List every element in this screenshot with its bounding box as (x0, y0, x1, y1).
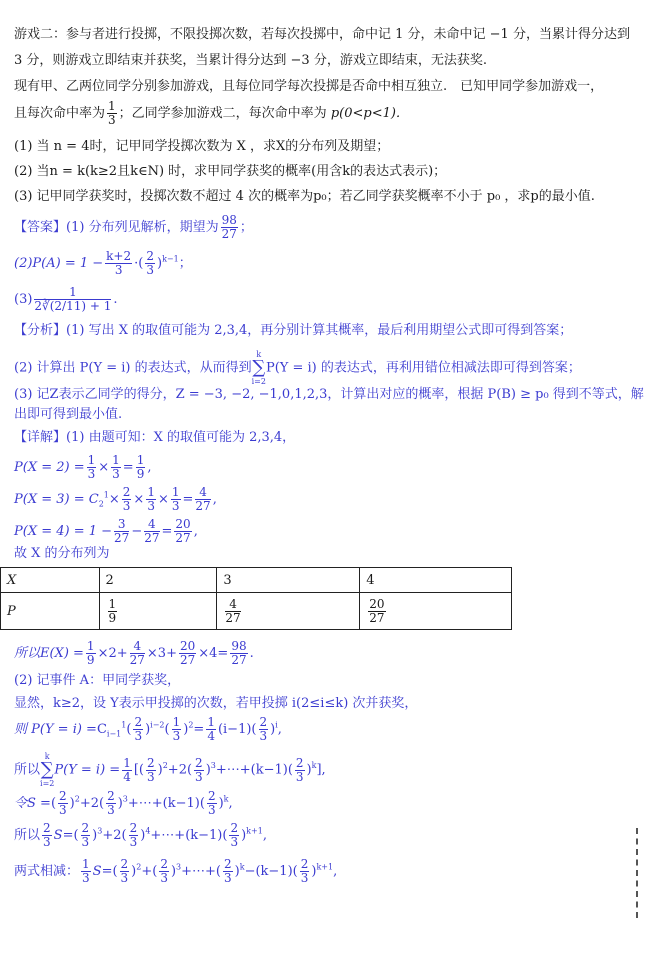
detail-1: 【详解】(1) 由题可知：X 的取值可能为 2,3,4， (14, 430, 296, 445)
detail-obvious: 显然，k≥2，设 Y表示甲投掷的次数，若甲投掷 i(2≤i≤k) 次并获奖， (14, 696, 418, 711)
table-header-x: X (1, 568, 100, 593)
distribution-table (0, 567, 512, 630)
table-cell: $\frac{4}{27}$ (217, 593, 360, 630)
detail-px2: P(X = 2) = $\frac{1}{3}$ × $\frac{1}{3}$ = $\frac{1}{9}$ , (14, 453, 152, 481)
question-1: (1) 当 n = 4时，记甲同学投掷次数为 X ，求X的分布列及期望； (14, 139, 390, 154)
table-cell: $\frac{20}{27}$ (360, 593, 512, 630)
detail-let-s: 令S =( $\frac{2}{3}$ )$^2$+2( $\frac{2}{3}$ )$^3$+⋯+(k−1)( $\frac{2}{3}$ )$^k$, (14, 789, 233, 817)
table-row (1, 568, 512, 593)
detail-px3: $P(X = 3) = C_2^1\times$ $\frac{2}{3}$ × $\frac{1}{3}$ × $\frac{1}{3}$ = $\frac{4}{27}$ , (14, 485, 217, 513)
analysis-4: 出即可得到最小值. (14, 407, 123, 422)
problem-game2-cont: 3 分，则游戏立即结束并获奖，当累计得分达到 −3 分，游戏立即结束，无法获奖. (14, 53, 487, 68)
detail-event-a: (2) 记事件 A：甲同学获奖， (14, 673, 181, 688)
page-edge-dashed-line (636, 828, 638, 918)
detail-sum: 所以 k ∑ i=2 P(Y = i) = $\frac{1}{4}$ [( $\frac{2}{3}$ )$^2$+2( $\frac{2}{3}$ )$^3$+⋯+(k−1)( $\frac{2}{3}$ )$^k$], (14, 752, 326, 788)
table-header-cell: 4 (360, 568, 512, 593)
detail-expectation: 所以E(X) = $\frac{1}{9}$ ×2+ $\frac{4}{27}$ ×3+ $\frac{20}{27}$ ×4= $\frac{98}{27}$ . (14, 639, 254, 667)
problem-setup1: 现有甲、乙两位同学分别参加游戏，且每位同学每次投掷是否命中相互独立. 已知甲同学参加游戏一， (14, 79, 604, 94)
detail-pyi: 则 $P(Y = i) =C_{i-1}^1$( $\frac{2}{3}$ )$^{i-2}$( $\frac{1}{3}$ )$^2$= $\frac{1}{4}$ (i−1)( $\frac{2}{3}$ )$^i$, (14, 715, 282, 743)
answer-1: 【答案】(1) 分布列见解析，期望为 $\frac{98}{27}$ ； (14, 213, 253, 241)
table-header-cell: 2 (99, 568, 217, 593)
table-cell: $\frac{1}{9}$ (99, 593, 217, 630)
analysis-3: (3) 记Z表示乙同学的得分，Z = −3, −2, −1,0,1,2,3，计算出对应的概率，根据 P(B) ≥ p₀ 得到不等式，解 (14, 387, 644, 402)
analysis-2: (2) 计算出 P(Y = i) 的表达式，从而得到 k ∑ i=2 P(Y = i) 的表达式，再利用错位相减法即可得到答案； (14, 350, 581, 386)
question-2: (2) 当n = k(k≥2且k∈N) 时，求甲同学获奖的概率(用含k的表达式表示)； (14, 164, 447, 179)
answer-2: (2)P(A) = 1 − $\frac{k+2}{3}$ ·( $\frac{2}{3}$ )$^{k-1}$； (14, 249, 192, 277)
table-row (1, 593, 512, 630)
analysis-1: 【分析】(1) 写出 X 的取值可能为 2,3,4，再分别计算其概率，最后利用期望公式即可得到答案； (14, 323, 573, 338)
detail-px4: P(X = 4) = 1 − $\frac{3}{27}$ − $\frac{4}{27}$ = $\frac{20}{27}$ , (14, 517, 198, 545)
detail-subtract: 两式相减： $\frac{1}{3}$ S=( $\frac{2}{3}$ )$^2$+( $\frac{2}{3}$ )$^3$+⋯+( $\frac{2}{3}$ )$^k$−(k−1)( $\frac{2}{3}$ )$^{k+1}$, (14, 857, 338, 885)
question-3: (3) 记甲同学获奖时，投掷次数不超过 4 次的概率为p₀；若乙同学获奖概率不小于 p₀ ，求p的最小值. (14, 189, 595, 204)
detail-two-thirds-s: 所以 $\frac{2}{3}$ S=( $\frac{2}{3}$ )$^3$+2( $\frac{2}{3}$ )$^4$+⋯+(k−1)( $\frac{2}{3}$ )$^{k+1}$, (14, 821, 267, 849)
answer-3: (3) $\frac{1}{2∛(2/11) + 1}$ . (14, 285, 118, 313)
table-p-label: P (1, 593, 100, 630)
problem-game2: 游戏二：参与者进行投掷，不限投掷次数，若每次投掷中，命中记 1 分，未命中记 −1 分，当累计得分达到 (14, 27, 630, 42)
detail-dist-intro: 故 X 的分布列为 (14, 546, 110, 561)
problem-setup2: 且每次命中率为 $\frac{1}{3}$ ；乙同学参加游戏二，每次命中率为 p(0<p<1)． (14, 99, 409, 127)
table-header-cell: 3 (217, 568, 360, 593)
